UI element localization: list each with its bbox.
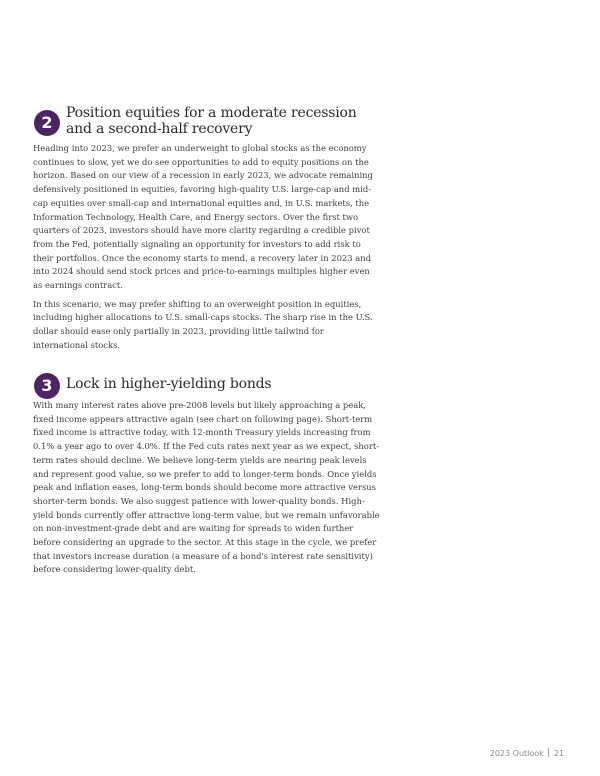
page-number: 21 <box>553 749 564 758</box>
section-heading-row <box>33 105 381 137</box>
section-title: Position equities for a moderate recession and a second-half recovery <box>66 105 357 137</box>
page-footer <box>490 748 564 758</box>
section-number-badge: 2 <box>34 110 60 136</box>
body-paragraph: In this scenario, we may prefer shifting to an overweight position in equities, including higher allocations to U.S. small-caps stocks. The sharp rise in the U.S. dollar should ease only partially in 2023, providing little tailwind for international stocks. <box>33 298 373 350</box>
body-paragraph: Heading into 2023, we prefer an underweight to global stocks as the economy continues to slow, yet we do see opportunities to add to equity positions on the horizon. Based on our view of a recession in early 2023, we advocate remaining defensively positioned in equities, favoring high-quality U.S. large-cap and mid-cap equities over small-cap and international equities and, in U.S. markets, the Information Technology, Health Care, and Energy sectors. Over the first two quarters of 2023, investors should have more clarity regarding a credible pivot from the Fed, potentially signaling an opportunity for investors to add risk to their portfolios. Once the economy starts to mend, a recovery later in 2023 and into 2024 should send stock prices and price-to-earnings multiples higher even as earnings contract. <box>33 143 373 291</box>
footer-divider <box>548 748 549 757</box>
body-paragraph: With many interest rates above pre-2008 levels but likely approaching a peak, fixed income appears attractive again (see chart on following page). Short-term fixed income is attractive today, with 12-month Treasury yields increasing from 0.1% a year ago to over 4.0%. If the Fed cuts rates next year as we expect, short-term rates should decline. We believe long-term yields are nearing peak levels and represent good value, so we prefer to add to longer-term bonds. Once yields peak and inflation eases, long-term bonds should become more attractive versus shorter-term bonds. We also suggest patience with lower-quality bonds. High-yield bonds currently offer attractive long-term value, but we remain unfavorable on non-investment-grade debt and are waiting for spreads to widen further before considering an upgrade to the sector. At this stage in the cycle, we prefer that investors increase duration (a measure of a bond's interest rate sensitivity) before considering lower-quality debt. <box>33 400 380 575</box>
section-number-badge: 3 <box>34 373 60 399</box>
publication-name: 2023 Outlook <box>489 749 544 758</box>
section-equities <box>33 105 381 353</box>
section-title: Lock in higher-yielding bonds <box>66 376 272 392</box>
section-bonds <box>33 371 381 577</box>
section-heading-row <box>33 371 381 397</box>
